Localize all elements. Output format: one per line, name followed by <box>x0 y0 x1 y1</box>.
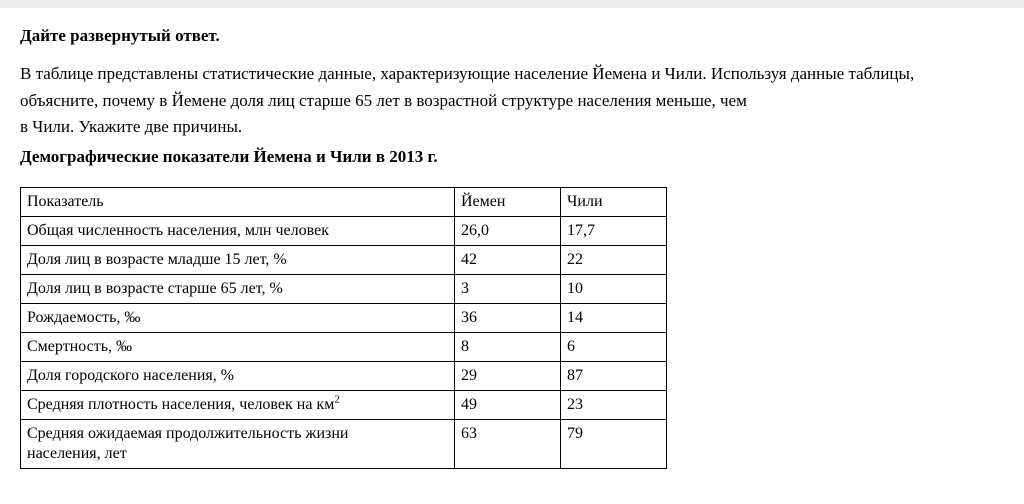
column-header-yemen: Йемен <box>455 187 561 216</box>
row-indicator-line-1: Средняя ожидаемая продолжительность жизни <box>27 424 349 442</box>
row-indicator: Доля городского населения, % <box>21 361 455 390</box>
row-indicator-line-2: населения, лет <box>27 444 127 462</box>
table-row <box>21 274 667 303</box>
table-row <box>21 390 667 419</box>
table-title: Демографические показатели Йемена и Чили в 2013 г. <box>20 147 438 167</box>
row-indicator: Рождаемость, ‰ <box>21 303 455 332</box>
top-bar <box>0 0 1024 8</box>
row-value-chile: 22 <box>561 245 667 274</box>
row-value-yemen: 8 <box>455 332 561 361</box>
row-indicator <box>21 390 455 419</box>
task-heading: Дайте развернутый ответ. <box>20 26 220 45</box>
row-indicator: Смертность, ‰ <box>21 332 455 361</box>
table-header-row <box>21 187 667 216</box>
table-row <box>21 419 667 468</box>
row-indicator <box>21 419 455 468</box>
row-value-yemen: 36 <box>455 303 561 332</box>
table-row <box>21 332 667 361</box>
row-value-yemen: 63 <box>455 419 561 468</box>
row-indicator: Доля лиц в возрасте младше 15 лет, % <box>21 245 455 274</box>
row-value-yemen: 3 <box>455 274 561 303</box>
row-value-chile: 23 <box>561 390 667 419</box>
paragraph-line-3: в Чили. Укажите две причины. <box>20 117 243 137</box>
row-value-chile: 14 <box>561 303 667 332</box>
document-content <box>0 8 1024 469</box>
column-header-chile: Чили <box>561 187 667 216</box>
row-value-chile: 87 <box>561 361 667 390</box>
table-row <box>21 361 667 390</box>
table-row <box>21 216 667 245</box>
row-value-chile: 10 <box>561 274 667 303</box>
paragraph-line-2: объясните, почему в Йемене доля лиц старше 65 лет в возрастной структуре населения меньше, чем <box>20 90 747 110</box>
row-indicator-superscript: 2 <box>334 393 340 406</box>
row-value-yemen: 26,0 <box>455 216 561 245</box>
row-value-chile: 6 <box>561 332 667 361</box>
demographics-table <box>20 187 667 469</box>
row-value-yemen: 49 <box>455 390 561 419</box>
row-indicator: Доля лиц в возрасте старше 65 лет, % <box>21 274 455 303</box>
paragraph-line-1: В таблице представлены статистические данные, характеризующие население Йемена и Чили. Используя данные таблицы, <box>20 64 915 84</box>
row-value-yemen: 29 <box>455 361 561 390</box>
table-row <box>21 245 667 274</box>
column-header-indicator: Показатель <box>21 187 455 216</box>
table-row <box>21 303 667 332</box>
row-indicator: Общая численность населения, млн человек <box>21 216 455 245</box>
row-indicator-text: Средняя плотность населения, человек на км <box>27 395 335 413</box>
row-value-yemen: 42 <box>455 245 561 274</box>
task-paragraph <box>20 61 1004 140</box>
row-value-chile: 79 <box>561 419 667 468</box>
row-value-chile: 17,7 <box>561 216 667 245</box>
